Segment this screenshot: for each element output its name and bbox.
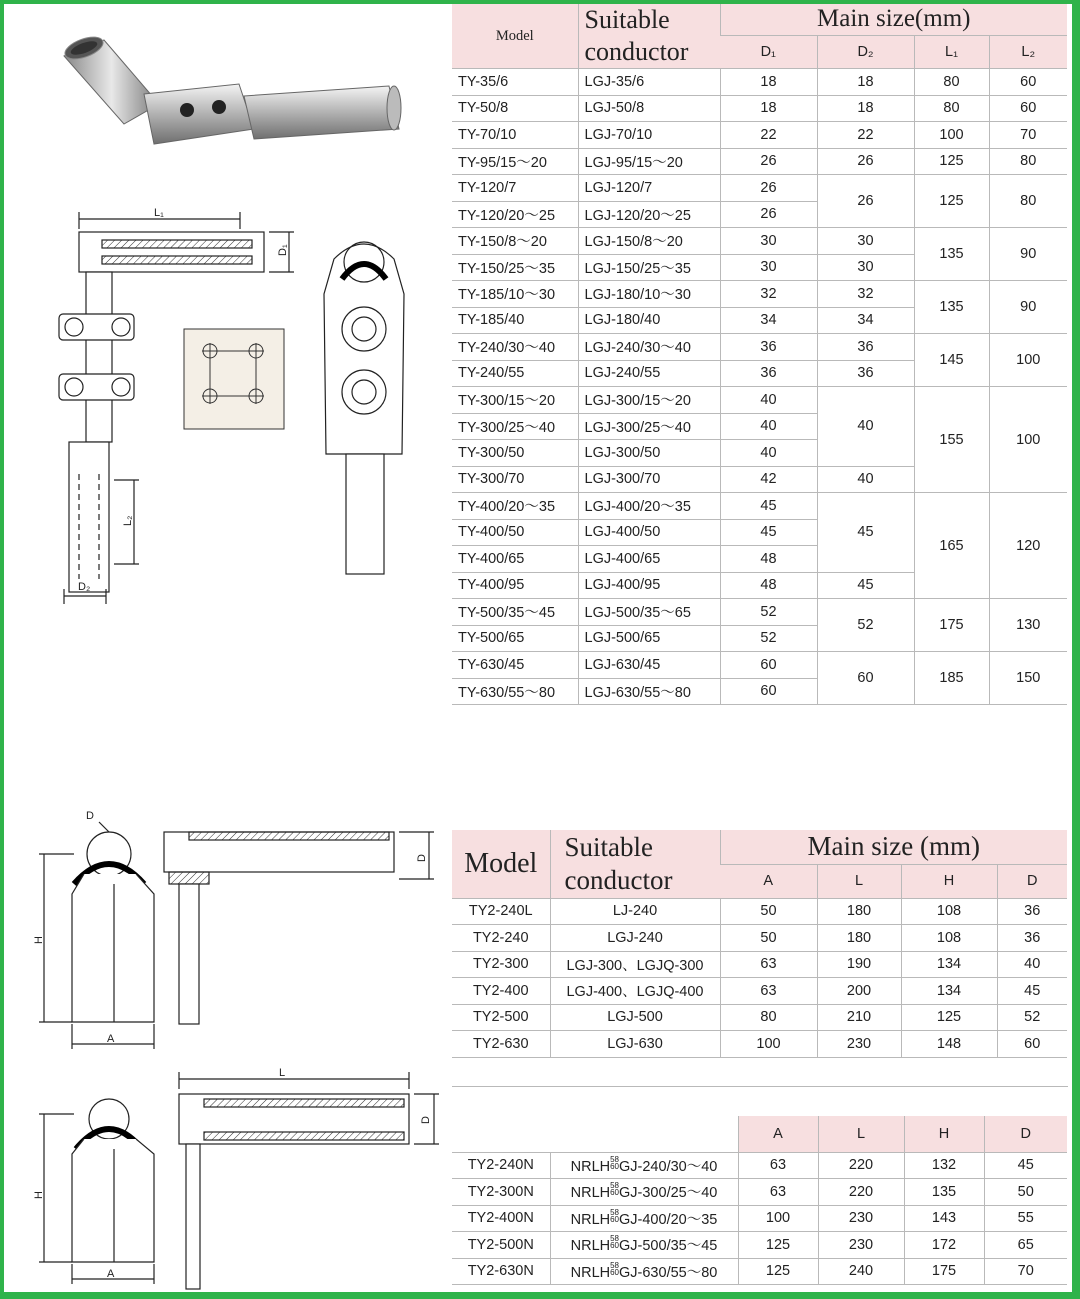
cell-conductor: LGJ-180/40 <box>578 307 720 334</box>
cell-l1: 135 <box>914 281 989 334</box>
cell-model: TY-500/65 <box>452 625 578 652</box>
cell-model: TY-300/70 <box>452 466 578 493</box>
table-ty2-series <box>452 830 1067 1058</box>
cell-model: TY-185/10～30 <box>452 281 578 308</box>
table-row <box>452 599 1067 626</box>
cell-model: TY-400/95 <box>452 572 578 599</box>
conductor-sup <box>610 1182 619 1196</box>
cell-conductor: LGJ-120/20～25 <box>578 201 720 228</box>
cell-conductor: LGJ-630 <box>550 1031 720 1058</box>
header-conductor-2: conductor <box>564 864 673 895</box>
cell-l2: 60 <box>989 95 1067 122</box>
cell-d2: 34 <box>817 307 914 334</box>
cell-l1: 145 <box>914 334 989 387</box>
cell-d: 40 <box>997 951 1067 978</box>
cell-h: 134 <box>901 978 997 1005</box>
cell-model: TY2-400 <box>452 978 550 1005</box>
cell-h: 108 <box>901 898 997 925</box>
label-l: L <box>279 1067 286 1079</box>
conductor-suffix: GJ-240/30～40 <box>619 1158 718 1175</box>
table-row <box>452 978 1067 1005</box>
cell-model: TY-185/40 <box>452 307 578 334</box>
cell-d2: 36 <box>817 360 914 387</box>
cell-d1: 40 <box>720 440 817 467</box>
sup-top: 58 <box>610 1181 620 1191</box>
cell-model: TY2-500N <box>452 1232 550 1259</box>
cell-a: 80 <box>720 1004 817 1031</box>
cell-conductor <box>550 1205 738 1232</box>
cell-model: TY2-300N <box>452 1179 550 1206</box>
cell-h: 175 <box>904 1258 984 1285</box>
label-d2: D₂ <box>78 581 91 593</box>
conductor-prefix: NRLH <box>570 1185 611 1202</box>
label-d-3: D <box>420 1116 432 1124</box>
sup-top: 58 <box>610 1154 620 1164</box>
header-l-3: L <box>818 1116 904 1152</box>
cell-l2: 90 <box>989 281 1067 334</box>
conductor-suffix: GJ-300/25～40 <box>619 1185 718 1202</box>
cell-d2: 18 <box>817 95 914 122</box>
cell-model: TY-240/30～40 <box>452 334 578 361</box>
cell-conductor: LGJ-400、LGJQ-400 <box>550 978 720 1005</box>
cell-conductor: LGJ-630/45 <box>578 652 720 679</box>
table-row <box>452 175 1067 202</box>
cell-l1: 155 <box>914 387 989 493</box>
cell-conductor: LGJ-180/10～30 <box>578 281 720 308</box>
cell-conductor: LGJ-50/8 <box>578 95 720 122</box>
cell-conductor: LGJ-150/8～20 <box>578 228 720 255</box>
header-main-size: Main size(mm) <box>720 4 1067 35</box>
table-row <box>452 652 1067 679</box>
cell-l2: 130 <box>989 599 1067 652</box>
cell-l2: 60 <box>989 69 1067 96</box>
cell-conductor <box>550 1232 738 1259</box>
cell-conductor <box>550 1258 738 1285</box>
header-model: Model <box>452 4 578 69</box>
cell-l1: 175 <box>914 599 989 652</box>
cell-conductor <box>550 1179 738 1206</box>
label-l1: L₁ <box>154 207 164 219</box>
cell-conductor: LGJ-70/10 <box>578 122 720 149</box>
cell-h: 108 <box>901 925 997 952</box>
cell-a: 63 <box>720 978 817 1005</box>
label-d-top: D <box>86 810 94 822</box>
cell-model: TY2-240L <box>452 898 550 925</box>
conductor-prefix: NRLH <box>570 1211 611 1228</box>
header-a-3: A <box>738 1116 818 1152</box>
cell-conductor: LGJ-500/35～65 <box>578 599 720 626</box>
cell-conductor: LGJ-500/65 <box>578 625 720 652</box>
cell-model: TY-240/55 <box>452 360 578 387</box>
cell-model: TY-400/50 <box>452 519 578 546</box>
cell-h: 148 <box>901 1031 997 1058</box>
cell-d1: 40 <box>720 387 817 414</box>
cell-model: TY2-630 <box>452 1031 550 1058</box>
cell-h: 134 <box>901 951 997 978</box>
cell-d: 36 <box>997 898 1067 925</box>
cell-d: 52 <box>997 1004 1067 1031</box>
cell-d2: 60 <box>817 652 914 705</box>
cell-d2: 30 <box>817 228 914 255</box>
cell-model: TY-95/15～20 <box>452 148 578 175</box>
front-view-drawing <box>324 242 404 574</box>
header-suitable-conductor <box>578 4 720 69</box>
label-a-2: A <box>107 1268 115 1280</box>
cell-d2: 18 <box>817 69 914 96</box>
cell-a: 50 <box>720 925 817 952</box>
table-row <box>452 1205 1067 1232</box>
header-d2: D₂ <box>817 35 914 68</box>
cell-h: 132 <box>904 1152 984 1179</box>
cell-h: 135 <box>904 1179 984 1206</box>
header-h-3: H <box>904 1116 984 1152</box>
cell-h: 172 <box>904 1232 984 1259</box>
cell-d1: 52 <box>720 599 817 626</box>
cell-conductor: LGJ-240/30～40 <box>578 334 720 361</box>
cell-conductor: LGJ-150/25～35 <box>578 254 720 281</box>
tab-side-drawing <box>164 832 434 1024</box>
header-d-3: D <box>984 1116 1067 1152</box>
cell-conductor: LGJ-300/50 <box>578 440 720 467</box>
cell-l2: 90 <box>989 228 1067 281</box>
cell-d1: 30 <box>720 228 817 255</box>
cell-d: 45 <box>984 1152 1067 1179</box>
cell-d2: 45 <box>817 572 914 599</box>
cell-a: 100 <box>738 1205 818 1232</box>
cell-conductor: LGJ-300/15～20 <box>578 387 720 414</box>
cell-l1: 185 <box>914 652 989 705</box>
header-d: D <box>997 864 1067 898</box>
cell-l2: 120 <box>989 493 1067 599</box>
cell-model: TY-300/25～40 <box>452 413 578 440</box>
sup-bottom: 60 <box>610 1161 620 1171</box>
cell-d1: 34 <box>720 307 817 334</box>
cell-d1: 30 <box>720 254 817 281</box>
cell-d1: 45 <box>720 519 817 546</box>
cell-d: 50 <box>984 1179 1067 1206</box>
conductor-suffix: GJ-630/55～80 <box>619 1264 718 1281</box>
cell-d: 45 <box>997 978 1067 1005</box>
cell-l: 200 <box>817 978 901 1005</box>
header-empty-1 <box>452 1116 550 1152</box>
header-conductor: conductor <box>584 37 689 66</box>
table-row <box>452 148 1067 175</box>
cell-l2: 100 <box>989 387 1067 493</box>
cell-a: 50 <box>720 898 817 925</box>
conductor-sup <box>610 1235 619 1249</box>
cell-l: 210 <box>817 1004 901 1031</box>
label-d-2: D <box>416 854 428 862</box>
cell-d1: 36 <box>720 360 817 387</box>
cell-model: TY-300/50 <box>452 440 578 467</box>
conductor-prefix: NRLH <box>570 1238 611 1255</box>
header-model-2: Model <box>452 830 550 898</box>
cell-model: TY-120/7 <box>452 175 578 202</box>
header-l2: L₂ <box>989 35 1067 68</box>
cell-model: TY-400/65 <box>452 546 578 573</box>
cell-d1: 22 <box>720 122 817 149</box>
cell-model: TY2-400N <box>452 1205 550 1232</box>
label-h-2: H <box>33 1191 45 1199</box>
cell-conductor: LGJ-400/20～35 <box>578 493 720 520</box>
cell-model: TY2-630N <box>452 1258 550 1285</box>
cell-d1: 26 <box>720 148 817 175</box>
cell-d2: 32 <box>817 281 914 308</box>
cell-model: TY2-300 <box>452 951 550 978</box>
table-row <box>452 228 1067 255</box>
cell-a: 63 <box>738 1179 818 1206</box>
cell-l1: 135 <box>914 228 989 281</box>
cell-d1: 48 <box>720 572 817 599</box>
tab-front-drawing-2 <box>39 1099 154 1284</box>
sup-bottom: 60 <box>610 1188 620 1198</box>
cell-d1: 48 <box>720 546 817 573</box>
cell-l2: 70 <box>989 122 1067 149</box>
cell-l: 190 <box>817 951 901 978</box>
cell-d2: 52 <box>817 599 914 652</box>
cell-model: TY2-240 <box>452 925 550 952</box>
table-row <box>452 281 1067 308</box>
label-a-1: A <box>107 1033 115 1045</box>
cell-model: TY-50/8 <box>452 95 578 122</box>
cell-model: TY-35/6 <box>452 69 578 96</box>
cell-d1: 18 <box>720 69 817 96</box>
table-row <box>452 1152 1067 1179</box>
cell-d: 55 <box>984 1205 1067 1232</box>
hole-pattern-drawing <box>184 329 284 429</box>
header-h: H <box>901 864 997 898</box>
cell-d1: 60 <box>720 678 817 705</box>
cell-d2: 36 <box>817 334 914 361</box>
cell-model: TY-630/45 <box>452 652 578 679</box>
cell-conductor: LGJ-240 <box>550 925 720 952</box>
tab-front-drawing <box>39 822 154 1049</box>
cell-l2: 100 <box>989 334 1067 387</box>
table-row <box>452 925 1067 952</box>
cell-l: 230 <box>817 1031 901 1058</box>
label-d1: D₁ <box>277 244 289 256</box>
cell-conductor: LGJ-95/15～20 <box>578 148 720 175</box>
cell-conductor: LGJ-300、LGJQ-300 <box>550 951 720 978</box>
cell-model: TY-120/20～25 <box>452 201 578 228</box>
header-suitable-2: Suitable <box>564 831 653 862</box>
sup-top: 58 <box>610 1260 620 1270</box>
cell-d1: 52 <box>720 625 817 652</box>
cell-conductor: LGJ-500 <box>550 1004 720 1031</box>
table-ty-series <box>452 4 1067 705</box>
sup-bottom: 60 <box>610 1267 620 1277</box>
cell-a: 125 <box>738 1258 818 1285</box>
cell-l1: 125 <box>914 175 989 228</box>
sup-bottom: 60 <box>610 1214 620 1224</box>
cell-l: 180 <box>817 898 901 925</box>
cell-conductor: LGJ-240/55 <box>578 360 720 387</box>
cell-d1: 32 <box>720 281 817 308</box>
cell-d1: 42 <box>720 466 817 493</box>
cell-d1: 18 <box>720 95 817 122</box>
cell-d1: 45 <box>720 493 817 520</box>
clamp-photo <box>62 33 401 144</box>
label-h-1: H <box>33 936 45 944</box>
table-row <box>452 898 1067 925</box>
cell-d: 36 <box>997 925 1067 952</box>
cell-d1: 36 <box>720 334 817 361</box>
cell-l: 220 <box>818 1179 904 1206</box>
cell-l2: 80 <box>989 148 1067 175</box>
table-row <box>452 95 1067 122</box>
cell-d: 70 <box>984 1258 1067 1285</box>
cell-l: 230 <box>818 1232 904 1259</box>
table-row <box>452 1004 1067 1031</box>
cell-model: TY-400/20～35 <box>452 493 578 520</box>
conductor-prefix: NRLH <box>570 1264 611 1281</box>
cell-h: 143 <box>904 1205 984 1232</box>
table-row <box>452 387 1067 414</box>
cell-d2: 26 <box>817 148 914 175</box>
cell-model: TY-300/15～20 <box>452 387 578 414</box>
table-row <box>452 1031 1067 1058</box>
conductor-suffix: GJ-500/35～45 <box>619 1238 718 1255</box>
header-l1: L₁ <box>914 35 989 68</box>
cell-d1: 26 <box>720 175 817 202</box>
cell-conductor: LGJ-35/6 <box>578 69 720 96</box>
cell-model: TY-150/25～35 <box>452 254 578 281</box>
table-ty2n-series <box>452 1116 1067 1285</box>
sup-top: 58 <box>610 1234 620 1244</box>
cell-l: 230 <box>818 1205 904 1232</box>
cell-l1: 80 <box>914 69 989 96</box>
cell-conductor: LGJ-400/65 <box>578 546 720 573</box>
cell-conductor: LGJ-400/95 <box>578 572 720 599</box>
cell-h: 125 <box>901 1004 997 1031</box>
sup-top: 58 <box>610 1207 620 1217</box>
cell-l: 240 <box>818 1258 904 1285</box>
cell-d1: 60 <box>720 652 817 679</box>
cell-conductor <box>550 1152 738 1179</box>
cell-conductor: LGJ-300/70 <box>578 466 720 493</box>
table-row <box>452 334 1067 361</box>
cell-model: TY-500/35～45 <box>452 599 578 626</box>
conductor-sup <box>610 1209 619 1223</box>
cell-l: 220 <box>818 1152 904 1179</box>
cell-d2: 26 <box>817 175 914 228</box>
cell-l1: 100 <box>914 122 989 149</box>
cell-d2: 30 <box>817 254 914 281</box>
header-main-size-2: Main size (mm) <box>720 830 1067 864</box>
cell-d2: 40 <box>817 387 914 467</box>
cell-model: TY-70/10 <box>452 122 578 149</box>
cell-a: 100 <box>720 1031 817 1058</box>
table-row <box>452 951 1067 978</box>
cell-l1: 125 <box>914 148 989 175</box>
header-a: A <box>720 864 817 898</box>
technical-drawings <box>4 4 454 1292</box>
table-row <box>452 122 1067 149</box>
header-empty-2 <box>550 1116 738 1152</box>
conductor-prefix: NRLH <box>570 1158 611 1175</box>
cell-model: TY-630/55～80 <box>452 678 578 705</box>
cell-model: TY2-240N <box>452 1152 550 1179</box>
conductor-suffix: GJ-400/20～35 <box>619 1211 718 1228</box>
tab-side-drawing-2 <box>179 1072 439 1289</box>
cell-model: TY2-500 <box>452 1004 550 1031</box>
cell-model: TY-150/8～20 <box>452 228 578 255</box>
cell-l: 180 <box>817 925 901 952</box>
header-suitable: Suitable <box>584 5 670 34</box>
conductor-sup <box>610 1262 619 1276</box>
header-l: L <box>817 864 901 898</box>
cell-conductor: LGJ-630/55～80 <box>578 678 720 705</box>
header-suitable-conductor-2 <box>550 830 720 898</box>
cell-l1: 80 <box>914 95 989 122</box>
cell-d2: 40 <box>817 466 914 493</box>
cell-d1: 26 <box>720 201 817 228</box>
cell-conductor: LGJ-120/7 <box>578 175 720 202</box>
table-row <box>452 493 1067 520</box>
label-l2: L₂ <box>122 515 134 526</box>
cell-d2: 22 <box>817 122 914 149</box>
cell-d: 60 <box>997 1031 1067 1058</box>
cell-l1: 165 <box>914 493 989 599</box>
table-row <box>452 1179 1067 1206</box>
cell-l2: 150 <box>989 652 1067 705</box>
cell-a: 63 <box>720 951 817 978</box>
table-row <box>452 69 1067 96</box>
cell-a: 125 <box>738 1232 818 1259</box>
cell-d2: 45 <box>817 493 914 573</box>
cell-l2: 80 <box>989 175 1067 228</box>
table-row <box>452 1258 1067 1285</box>
table-row <box>452 1232 1067 1259</box>
cell-a: 63 <box>738 1152 818 1179</box>
cell-d: 65 <box>984 1232 1067 1259</box>
cell-conductor: LJ-240 <box>550 898 720 925</box>
cell-conductor: LGJ-300/25～40 <box>578 413 720 440</box>
spec-sheet <box>4 4 1072 1292</box>
header-d1: D₁ <box>720 35 817 68</box>
cell-conductor: LGJ-400/50 <box>578 519 720 546</box>
sup-bottom: 60 <box>610 1241 620 1251</box>
conductor-sup <box>610 1156 619 1170</box>
table-divider <box>452 1086 1068 1087</box>
cell-d1: 40 <box>720 413 817 440</box>
